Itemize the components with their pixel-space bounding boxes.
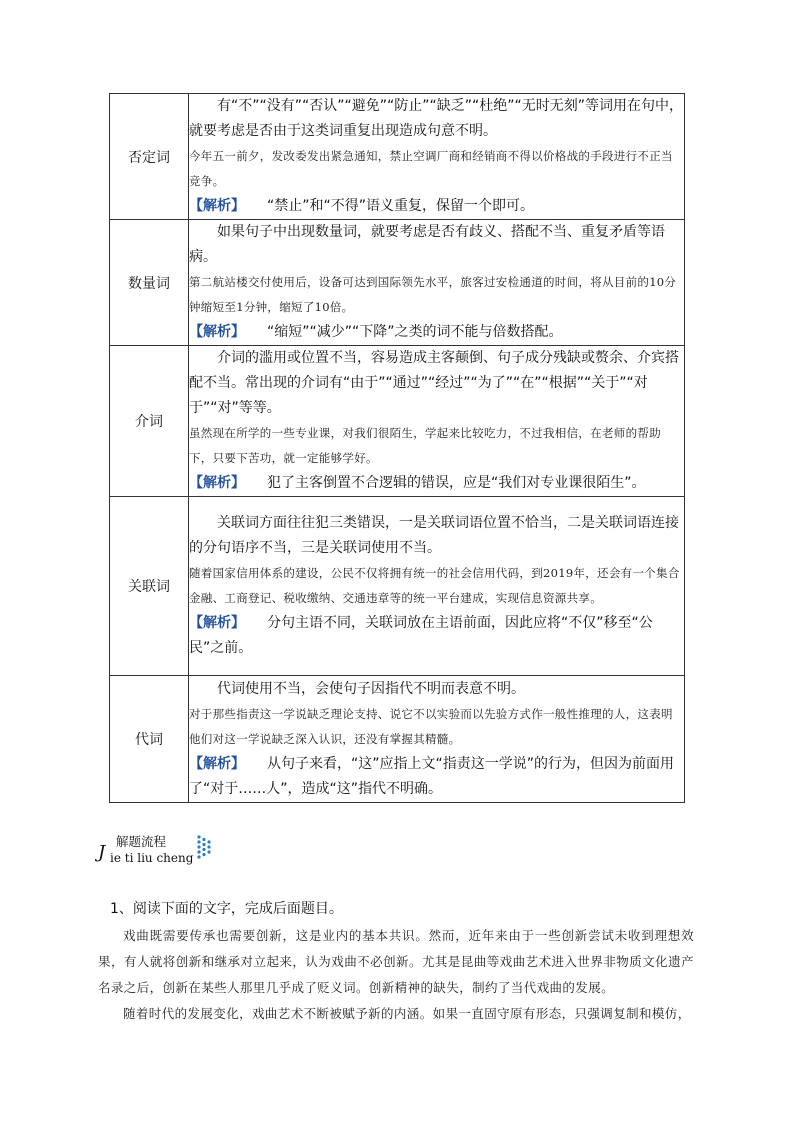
section-title-pinyin: ie ti liu cheng xyxy=(110,851,194,865)
category-cell: 介词 xyxy=(110,346,189,497)
rule-explanation: 代词使用不当，会使句子因指代不明而表意不明。 xyxy=(217,680,525,697)
analysis-tag: 【解析】 xyxy=(189,475,245,491)
analysis-tag: 【解析】 xyxy=(189,198,245,214)
rule-analysis xyxy=(189,611,684,661)
category-cell: 数量词 xyxy=(110,220,189,346)
rule-content-cell xyxy=(189,346,685,497)
rule-example: 对于那些指责这一学说缺乏理论支持、说它不以实验而以先验方式作一般性推理的人，这表明他们对这一学说缺乏深入认识，还没有掌握其精髓。 xyxy=(189,706,673,746)
category-cell: 关联词 xyxy=(110,497,189,676)
section-title-chinese: 解题流程 xyxy=(116,834,167,849)
rule-example: 第二航站楼交付使用后，设备可达到国际领先水平，旅客过安检通道的时间，将从目前的10分钟缩短至1分钟，缩短了10倍。 xyxy=(189,275,677,314)
rule-explanation: 有“不”“没有”“否认”“避免”“防止”“缺乏”“杜绝”“无时无刻”等词用在句中，就要考虑是否由于这类词重复出现造成句意不明。 xyxy=(189,98,684,139)
analysis-tag: 【解析】 xyxy=(189,755,245,772)
rule-explanation: 如果句子中出现数量词，就要考虑是否有歧义、搭配不当、重复矛盾等语病。 xyxy=(189,224,665,265)
passage-paragraph: 戏曲既需要传承也需要创新，这是业内的基本共识。然而，近年来由于一些创新尝试未收到理想效果，有人就将创新和继承对立起来，认为戏曲不必创新。尤其是昆曲等戏曲艺术进入世界非物质文化遗产名录之后，创新在某些人那里几乎成了贬义词。创新精神的缺失，制约了当代戏曲的发展。 xyxy=(98,928,694,995)
section-title-initial: J xyxy=(98,842,106,863)
grammar-rules-table xyxy=(109,93,685,803)
analysis-text: 犯了主客倒置不合逻辑的错误，应是“我们对专业课很陌生”。 xyxy=(267,475,646,491)
table-row xyxy=(110,497,685,676)
table-row xyxy=(110,676,685,803)
category-cell: 否定词 xyxy=(110,94,189,220)
rule-analysis xyxy=(189,194,684,219)
category-cell: 代词 xyxy=(110,676,189,803)
rule-content-cell xyxy=(189,220,685,346)
rule-content-cell xyxy=(189,94,685,220)
rule-example: 今年五一前夕，发改委发出紧急通知，禁止空调厂商和经销商不得以价格战的手段进行不正当竞争。 xyxy=(189,149,673,188)
rule-example: 随着国家信用体系的建设，公民不仅将拥有统一的社会信用代码，到2019年，还会有一个集合金融、工商登记、税收缴纳、交通违章等的统一平台建成，实现信息资源共享。 xyxy=(189,566,680,605)
rule-example: 虽然现在所学的一些专业课，对我们很陌生，学起来比较吃力，不过我相信，在老师的帮助下，只要下苦功，就一定能够学好。 xyxy=(189,426,661,465)
question-prompt: 1、阅读下面的文字，完成后面题目。 xyxy=(110,901,343,917)
rule-explanation: 关联词方面往往犯三类错误，一是关联词语位置不恰当，二是关联词语连接的分句语序不当，三是关联词使用不当。 xyxy=(189,515,679,556)
rule-analysis xyxy=(189,471,684,496)
rule-content-cell xyxy=(189,676,685,803)
rule-explanation: 介词的滥用或位置不当，容易造成主客颠倒、句子成分残缺或赘余、介宾搭配不当。常出现的介词有“由于”“通过”“经过”“为了”“在”“根据”“关于”“对于”“对”等等。 xyxy=(189,350,679,416)
analysis-tag: 【解析】 xyxy=(189,615,245,631)
table-row xyxy=(110,346,685,497)
rule-analysis xyxy=(189,752,684,802)
analysis-tag: 【解析】 xyxy=(189,324,245,340)
analysis-text: 从句子来看，“这”应指上文“指责这一学说”的行为，但因为前面用了“对于……人”，造成“这”指代不明确。 xyxy=(189,755,675,797)
triangle-dots-icon xyxy=(196,834,214,860)
reading-question xyxy=(98,896,694,1027)
table-row xyxy=(110,220,685,346)
analysis-text: “禁止”和“不得”语义重复，保留一个即可。 xyxy=(267,198,535,214)
rule-content-cell xyxy=(189,497,685,676)
rule-analysis xyxy=(189,320,684,345)
passage-paragraph: 随着时代的发展变化，戏曲艺术不断被赋予新的内涵。如果一直固守原有形态，只强调复制和模仿， xyxy=(123,1006,691,1021)
analysis-text: “缩短”“减少”“下降”之类的词不能与倍数搭配。 xyxy=(267,324,563,340)
analysis-text: 分句主语不同，关联词放在主语前面，因此应将“不仅”移至“公民”之前。 xyxy=(189,615,653,656)
table-row xyxy=(110,94,685,220)
